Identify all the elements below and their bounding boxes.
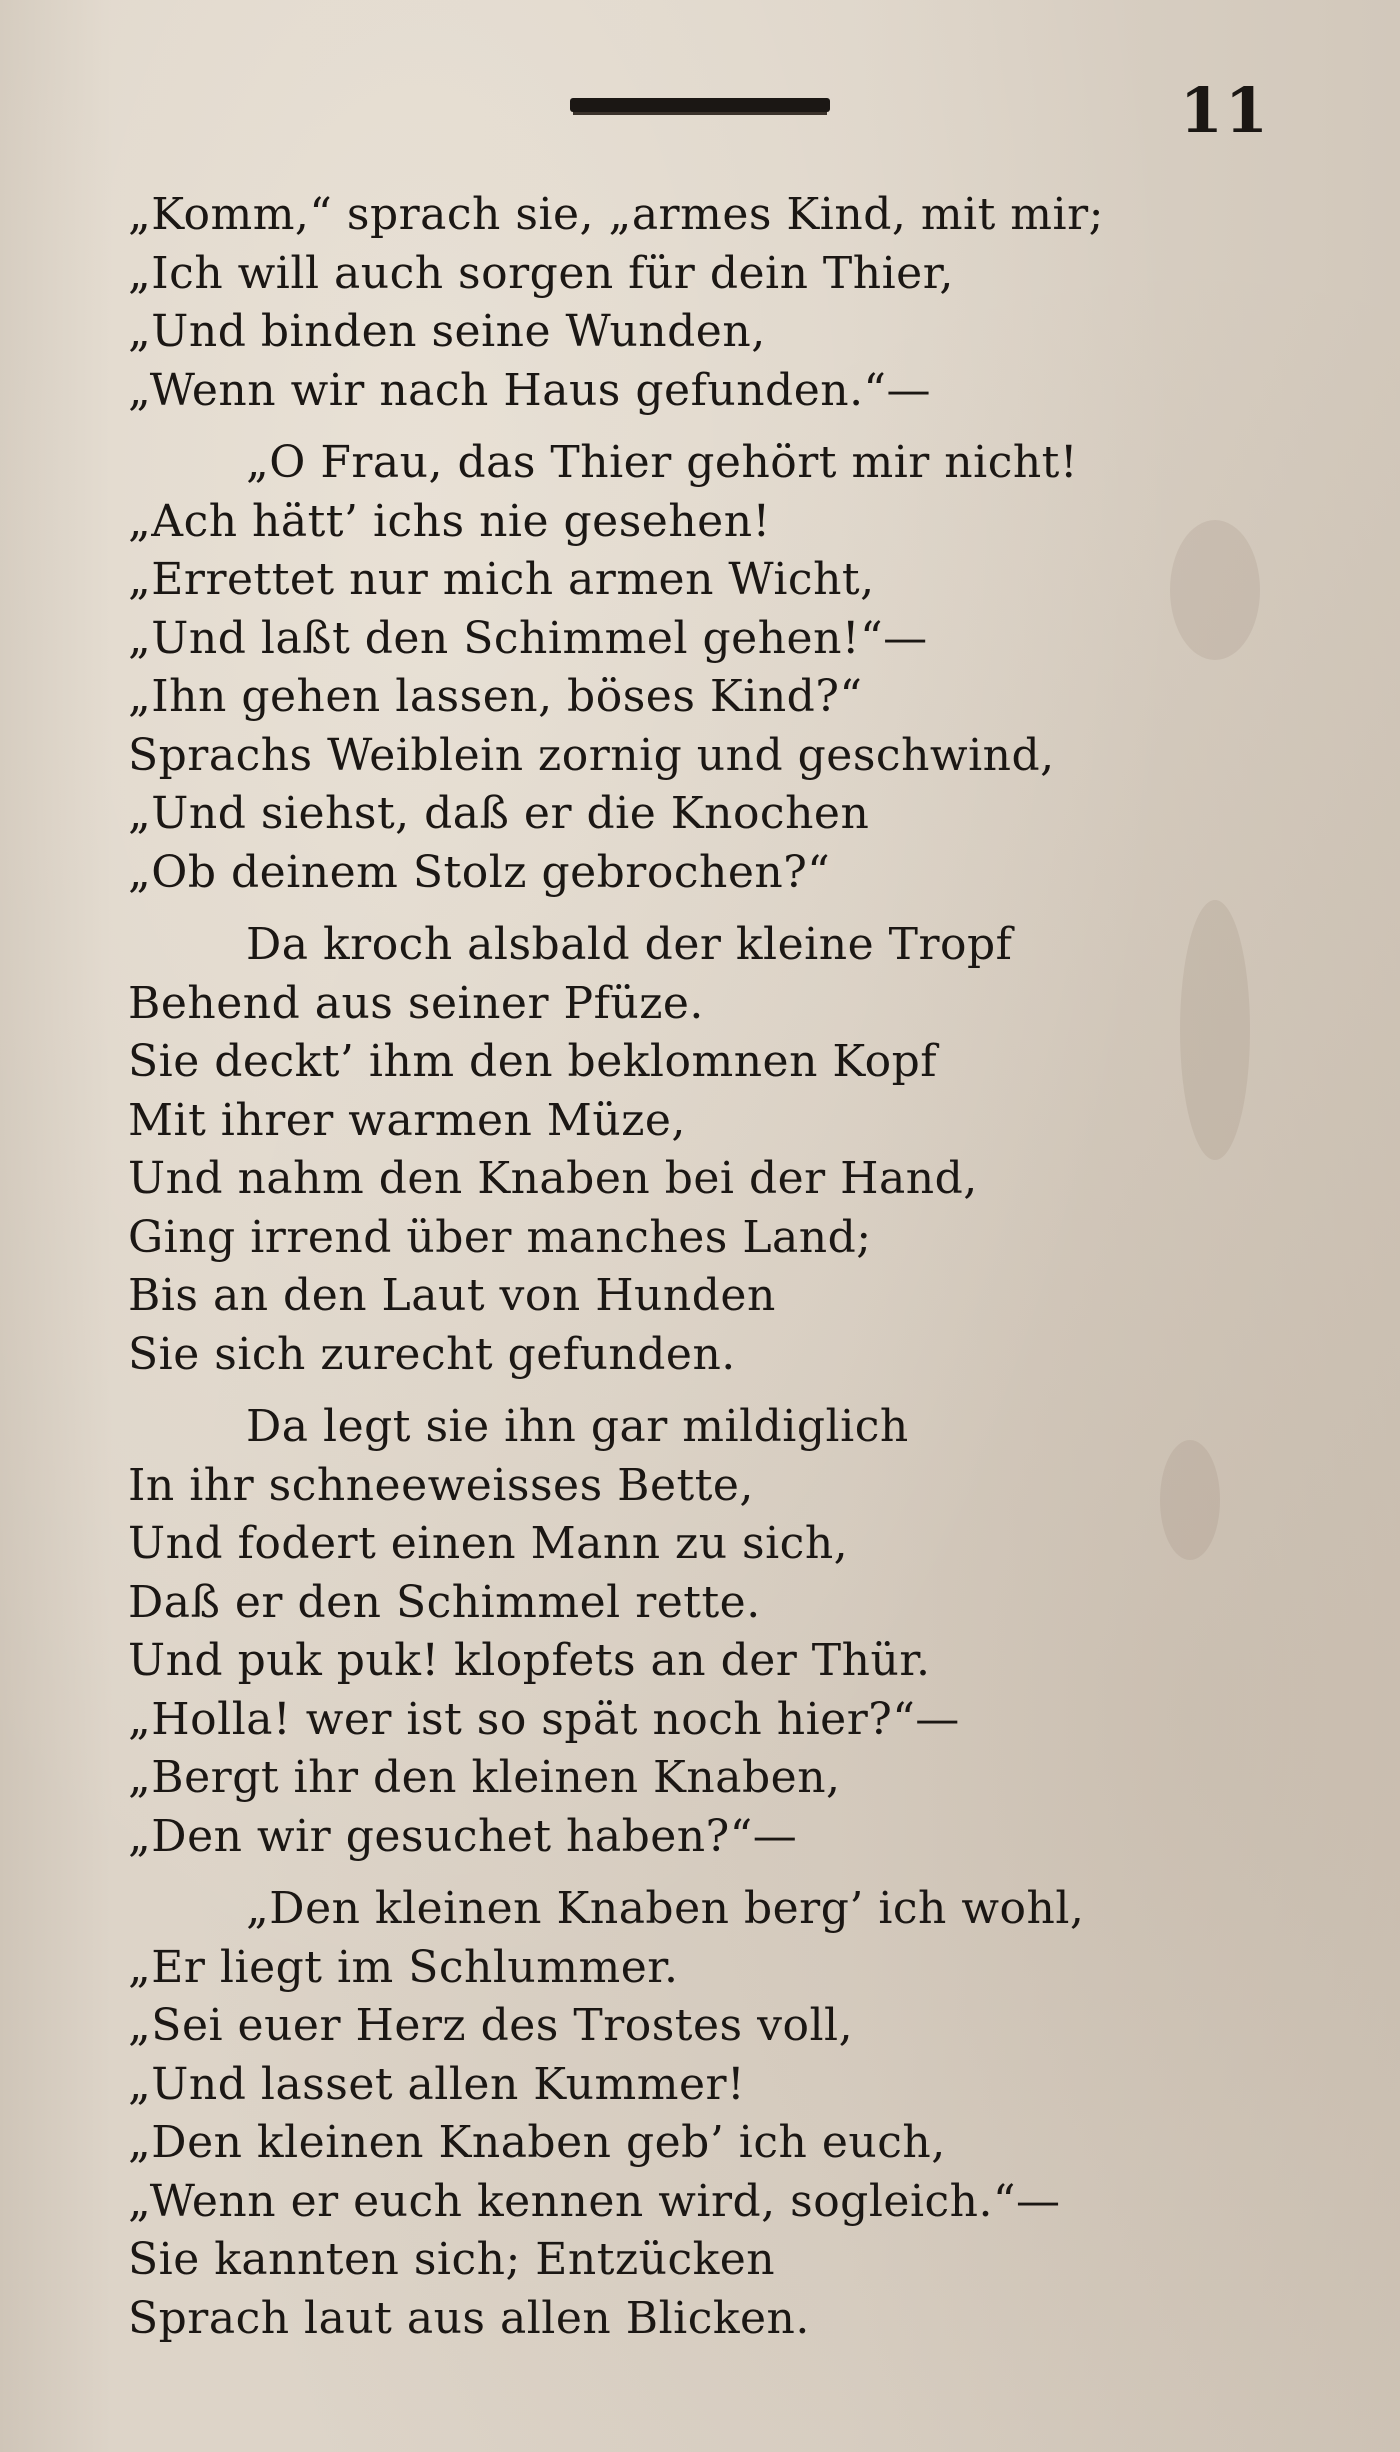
verse-line: „O Frau, das Thier gehört mir nicht! (246, 437, 1079, 488)
verse-line: Sprach laut aus allen Blicken. (128, 2292, 810, 2344)
verse-line: „Und lasset allen Kummer! (128, 2058, 746, 2110)
verse-line: „Ach hätt’ ichs nie gesehen! (128, 495, 771, 547)
stanza (128, 434, 1268, 902)
verse-line: Da legt sie ihn gar mildiglich (246, 1401, 909, 1452)
verse-line: „Sei euer Herz des Trostes voll, (128, 2000, 854, 2051)
verse-line: „Wenn wir nach Haus gefunden.“— (128, 364, 932, 416)
verse-line: Bis an den Laut von Hunden (128, 1270, 776, 1321)
verse-line: „Den wir gesuchet haben?“— (128, 1810, 798, 1862)
verse-line: „Den kleinen Knaben geb’ ich euch, (128, 2117, 946, 2168)
verse-line: Ging irrend über manches Land; (128, 1211, 872, 1263)
verse-line: „Und binden seine Wunden, (128, 306, 766, 357)
verse-line: „Und laßt den Schimmel gehen!“— (128, 612, 928, 664)
verse-line: Daß er den Schimmel rette. (128, 1576, 761, 1628)
poem-text (128, 186, 1268, 2362)
verse-line: „Und siehst, daß er die Knochen (128, 788, 870, 839)
verse-line: „Holla! wer ist so spät noch hier?“— (128, 1693, 960, 1745)
verse-line: „Errettet nur mich armen Wicht, (128, 554, 875, 605)
stanza (128, 186, 1268, 420)
verse-line: Und fodert einen Mann zu sich, (128, 1518, 849, 1569)
verse-line: Da kroch alsbald der kleine Tropf (246, 919, 1013, 970)
verse-line: „Ich will auch sorgen für dein Thier, (128, 247, 954, 299)
verse-line: „Komm,“ sprach sie, „armes Kind, mit mir; (128, 189, 1104, 240)
verse-line: „Ob deinem Stolz gebrochen?“ (128, 846, 831, 898)
verse-line: Mit ihrer warmen Müze, (128, 1094, 686, 1146)
verse-line: „Wenn er euch kennen wird, sogleich.“— (128, 2175, 1061, 2227)
verse-line: Sie sich zurecht gefunden. (128, 1328, 736, 1380)
verse-line: Sie kannten sich; Entzücken (128, 2234, 776, 2285)
page-number: 11 (1179, 74, 1270, 147)
verse-line: Sprachs Weiblein zornig und geschwind, (128, 729, 1055, 781)
verse-line: Und nahm den Knaben bei der Hand, (128, 1153, 978, 1204)
verse-line: „Er liegt im Schlummer. (128, 1941, 679, 1993)
verse-line: Und puk puk! klopfets an der Thür. (128, 1635, 931, 1686)
stanza (128, 1880, 1268, 2348)
verse-line: „Bergt ihr den kleinen Knaben, (128, 1752, 841, 1803)
verse-line: In ihr schneeweisses Bette, (128, 1459, 754, 1511)
stanza (128, 916, 1268, 1384)
stanza (128, 1398, 1268, 1866)
verse-line: Sie deckt’ ihm den beklomnen Kopf (128, 1036, 938, 1087)
header-ornament-rule (570, 98, 830, 112)
verse-line: „Ihn gehen lassen, böses Kind?“ (128, 671, 863, 722)
verse-line: „Den kleinen Knaben berg’ ich wohl, (246, 1883, 1085, 1934)
verse-line: Behend aus seiner Pfüze. (128, 977, 704, 1029)
